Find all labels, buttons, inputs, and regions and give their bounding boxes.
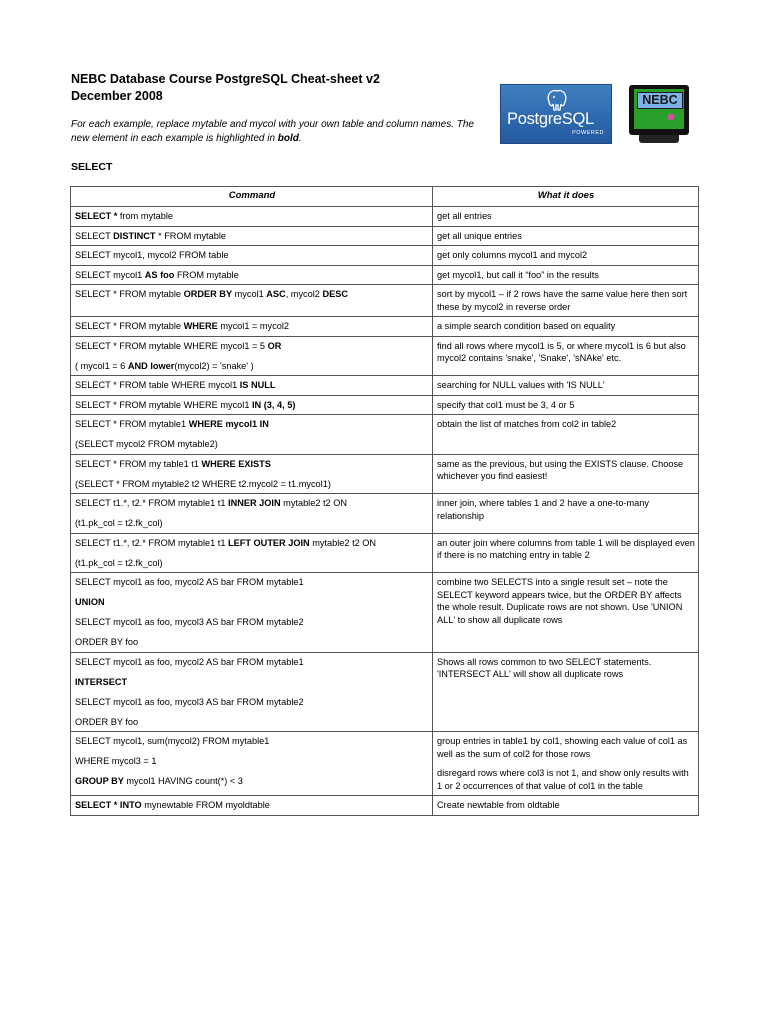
command-line [75,557,429,570]
description-text: get all unique entries [437,230,522,241]
command-line [75,616,429,629]
command-text: SELECT * FROM mytable [75,289,184,299]
command-text: (SELECT mycol2 FROM mytable2) [75,439,218,449]
command-text: SELECT * FROM mytable WHERE mycol1 = 5 [75,340,268,351]
table-row [71,395,699,415]
command-line [75,576,429,589]
command-text: , mycol2 [285,289,323,299]
command-line [75,735,429,748]
command-cell [71,336,433,376]
title-line-2: December 2008 [71,89,163,103]
command-line [75,656,429,669]
command-cell [71,376,433,396]
dna-icon [664,109,678,125]
command-line [75,497,429,510]
description-cell [433,415,699,455]
command-text: SELECT t1.*, t2.* FROM mytable1 t1 [75,537,229,548]
command-text: mytable2 t2 ON [309,537,377,548]
command-cell [71,796,433,816]
command-cell [71,494,433,534]
keyword-text: IN (3, 4, 5) [251,399,296,410]
table-body [71,207,699,816]
description-text: a simple search condition based on equality [437,321,616,331]
column-header-command: Command [71,187,433,207]
command-table [70,186,699,816]
document-title [71,71,380,105]
command-line [75,775,429,788]
table-row [71,796,699,816]
keyword-text: INNER JOIN [228,498,281,508]
description-cell [433,732,699,796]
description-cell [433,285,699,317]
command-line [75,379,429,392]
command-line [75,755,429,768]
description-text: same as the previous, but using the EXISTS clause. Choose whichever you find easiest! [437,458,684,481]
description-cell [433,652,699,732]
command-line [75,269,429,282]
table-row [71,376,699,396]
command-text: mycol1 HAVING count(*) < 3 [123,776,243,786]
command-line [75,399,429,412]
table-row [71,226,699,246]
keyword-text: DISTINCT [113,230,156,241]
command-text: SELECT * FROM mytable WHERE mycol1 [75,399,252,410]
monitor-icon [629,85,689,135]
description-cell [433,454,699,494]
command-cell [71,454,433,494]
intro-text-end: . [298,132,302,144]
description-text: searching for NULL values with 'IS NULL' [437,380,605,390]
command-line [75,249,429,262]
command-cell [71,415,433,455]
command-cell [71,652,433,732]
table-row [71,533,699,573]
command-text: SELECT mycol1 [75,269,145,280]
command-text: SELECT * FROM table WHERE mycol1 [75,380,240,390]
column-header-description: What it does [433,187,699,207]
description-cell [433,533,699,573]
keyword-text: INTERSECT [75,676,128,687]
description-cell [433,395,699,415]
command-line [75,230,429,243]
nebc-logo [629,85,689,145]
command-text: * FROM mytable [155,230,226,241]
table-row [71,246,699,266]
command-line [75,716,429,729]
intro-text-start: For each example, replace mytable and mycol with your own table and column names. The new element in each example is highlighted in [71,119,474,144]
command-cell [71,533,433,573]
command-text: SELECT t1.*, t2.* FROM mytable1 t1 [75,498,229,508]
description-text: combine two SELECTS into a single result set – note the SELECT keyword appears twice, but the ORDER BY affects the whole result. Duplicate rows are not shown. Use 'UNION ALL' to show all duplicate rows [437,577,683,625]
description-text: sort by mycol1 – if 2 rows have the same value here then sort these by mycol2 in reverse order [437,289,688,312]
command-text: ORDER BY foo [75,637,139,647]
command-text: FROM mytable [174,269,239,280]
command-line [75,696,429,709]
command-cell [71,226,433,246]
command-text: SELECT mycol1 as foo, mycol3 AS bar FROM mytable2 [75,696,304,707]
table-row [71,652,699,732]
command-line [75,517,429,530]
description-text: get mycol1, but call it “foo” in the results [437,269,599,280]
command-text: mycol1 [232,289,267,299]
description-text: inner join, where tables 1 and 2 have a one-to-many relationship [437,498,649,521]
command-line [75,676,429,689]
command-line [75,596,429,609]
command-cell [71,285,433,317]
table-row [71,573,699,653]
command-cell [71,246,433,266]
description-cell [433,376,699,396]
table-row [71,454,699,494]
description-cell [433,796,699,816]
command-text: SELECT mycol1, sum(mycol2) FROM mytable1 [75,736,270,746]
keyword-text: GROUP BY [75,776,124,786]
command-cell [71,395,433,415]
command-line [75,458,429,471]
command-cell [71,317,433,337]
table-header-row [71,187,699,207]
keyword-text: ORDER BY [183,289,233,299]
description-cell [433,207,699,227]
monitor-stand [639,135,679,143]
description-text: Shows all rows common to two SELECT statements. 'INTERSECT ALL' will show all duplicate rows [437,656,652,679]
keyword-text: UNION [75,597,105,607]
command-text: SELECT [75,230,114,241]
description-text: find all rows where mycol1 is 5, or where mycol1 is 6 but also mycol2 contains 'snake', 'Snake', 'sNAke' etc. [437,340,686,363]
description-text: an outer join where columns from table 1 will be displayed even if there is no matching entry in table 2 [437,537,695,560]
keyword-text: WHERE mycol1 IN [188,419,269,429]
command-text: mynewtable FROM myoldtable [141,800,270,810]
keyword-text: WHERE [183,321,218,331]
command-line [75,537,429,550]
command-text: WHERE mycol3 = 1 [75,756,157,766]
table-row [71,265,699,285]
command-line [75,799,429,812]
command-text: SELECT * FROM mytable [75,321,184,331]
description-cell [433,336,699,376]
command-line [75,360,429,373]
keyword-text: ASC [266,289,286,299]
command-cell [71,265,433,285]
command-line [75,478,429,491]
command-cell [71,207,433,227]
command-text: ( mycol1 = 6 [75,360,128,371]
keyword-text: OR [267,340,282,351]
command-cell [71,732,433,796]
command-text: SELECT mycol1, mycol2 FROM table [75,250,229,260]
description-cell [433,573,699,653]
command-text: SELECT mycol1 as foo, mycol3 AS bar FROM mytable2 [75,617,304,627]
postgresql-wordmark: PostgreSQL [507,110,594,128]
keyword-text: IS NULL [239,380,276,390]
keyword-text: SELECT * [75,211,118,221]
command-line [75,438,429,451]
nebc-wordmark: NEBC [637,92,683,109]
table-row [71,336,699,376]
postgresql-logo [500,84,612,144]
command-text: SELECT mycol1 as foo, mycol2 AS bar FROM mytable1 [75,656,304,667]
command-line [75,210,429,223]
command-line [75,320,429,333]
command-text: mytable2 t2 ON [280,498,347,508]
description-text: disregard rows where col3 is not 1, and show only results with 1 or 2 occurrences of that value of col1 in the table [437,768,689,791]
command-text: SELECT * FROM mytable1 [75,419,189,429]
section-heading: SELECT [71,161,113,173]
keyword-text: DESC [322,289,348,299]
table-row [71,207,699,227]
intro-bold-word: bold [277,132,299,144]
postgresql-powered-tag: POWERED [572,130,604,136]
table-row [71,285,699,317]
command-line [75,418,429,431]
command-line [75,636,429,649]
command-text: from mytable [117,211,174,221]
description-cell [433,265,699,285]
keyword-text: SELECT * INTO [75,800,142,810]
keyword-text: LEFT OUTER JOIN [228,537,310,548]
description-cell [433,226,699,246]
description-text: group entries in table1 by col1, showing each value of col1 as well as the sum of col2 for those rows [437,736,688,759]
command-cell [71,573,433,653]
command-text: SELECT mycol1 as foo, mycol2 AS bar FROM mytable1 [75,577,304,587]
keyword-text: AND lower [127,360,175,371]
command-text: SELECT * FROM my table1 t1 [75,458,202,469]
table-row [71,415,699,455]
description-cell [433,494,699,534]
command-text: mycol1 = mycol2 [217,321,290,331]
description-text: Create newtable from oldtable [437,800,560,810]
intro-text [71,118,491,145]
table-row [71,494,699,534]
command-text: (t1.pk_col = t2.fk_col) [75,518,163,528]
keyword-text: WHERE EXISTS [201,458,271,469]
elephant-icon [544,88,570,112]
command-text: (t1.pk_col = t2.fk_col) [75,557,163,568]
command-text: ORDER BY foo [75,716,139,727]
description-cell [433,317,699,337]
command-line [75,340,429,353]
description-text: get only columns mycol1 and mycol2 [437,250,588,260]
command-text: (SELECT * FROM mytable2 t2 WHERE t2.mycol2 = t1.mycol1) [75,478,331,489]
title-line-1: NEBC Database Course PostgreSQL Cheat-sheet v2 [71,72,380,86]
description-text: obtain the list of matches from col2 in table2 [437,419,617,429]
description-text: get all entries [437,211,492,221]
description-text: specify that col1 must be 3, 4 or 5 [437,399,575,410]
keyword-text: AS foo [144,269,175,280]
table-row [71,732,699,796]
table-row [71,317,699,337]
command-line [75,288,429,301]
command-text: (mycol2) = 'snake' ) [174,360,254,371]
description-cell [433,246,699,266]
